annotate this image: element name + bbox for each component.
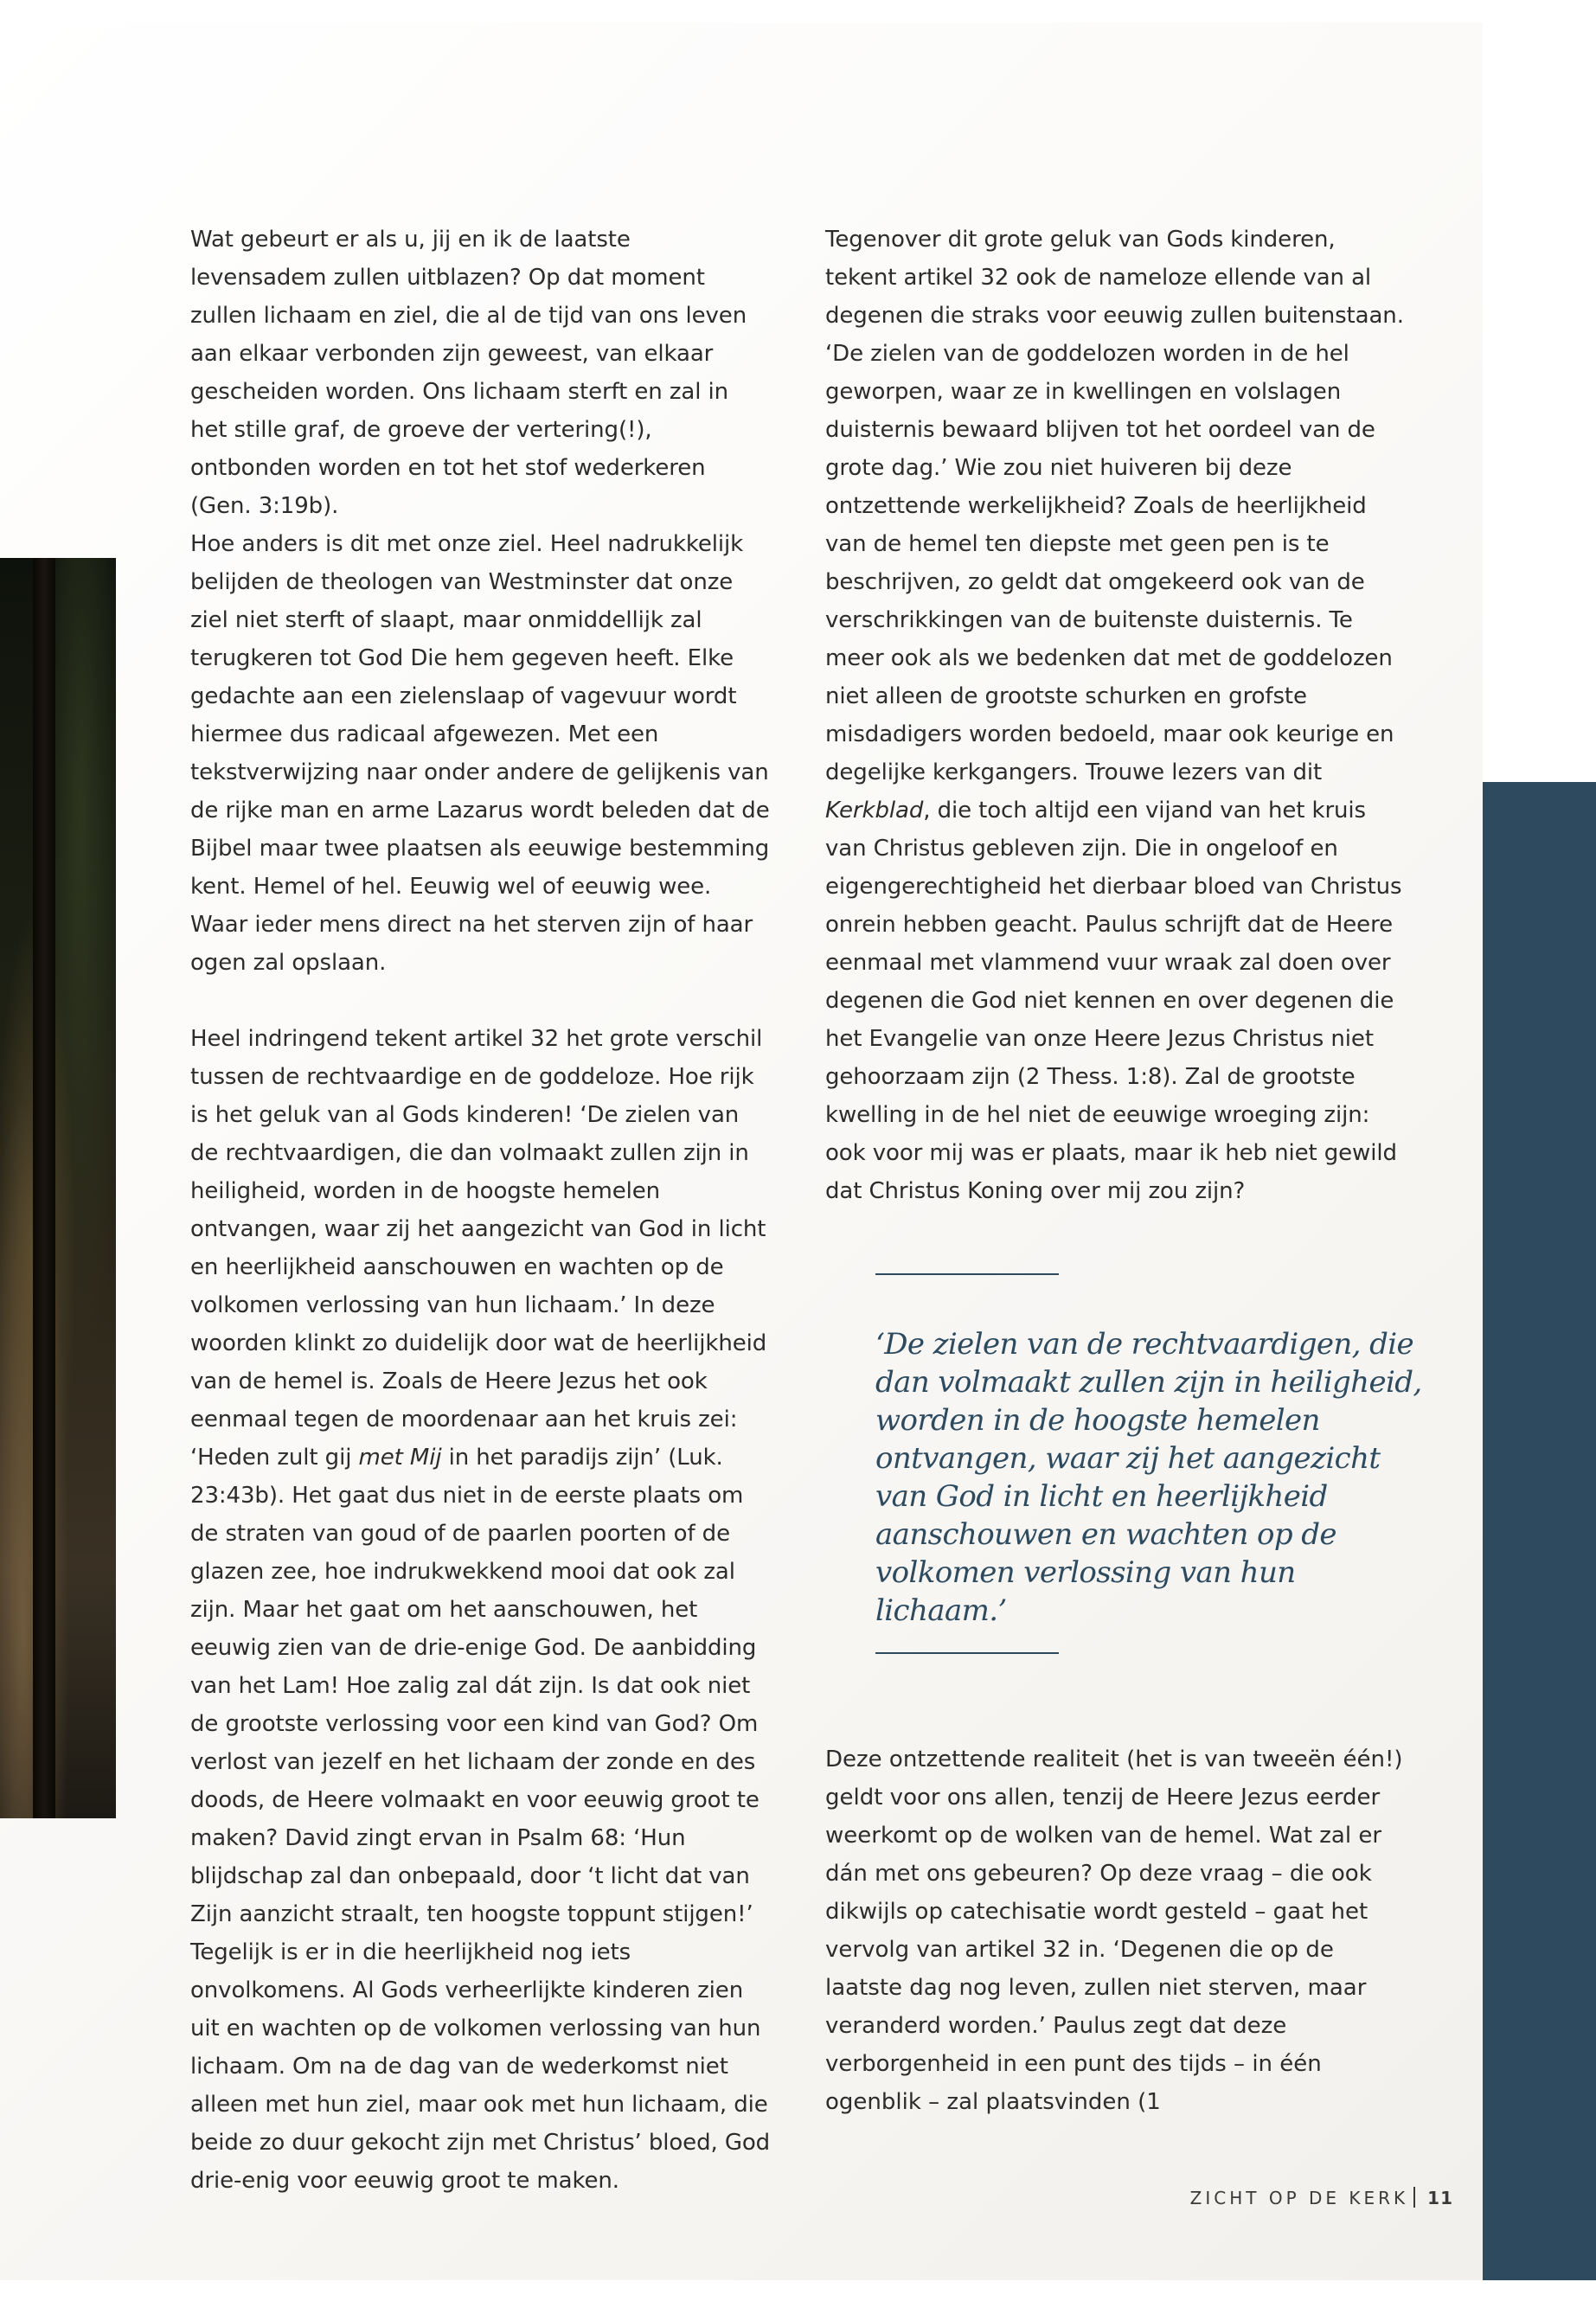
emphasis: Kerkblad — [825, 798, 924, 824]
paragraph: Heel indringend tekent artikel 32 het grote verschil tussen de rechtvaardige en de goddeloze. Hoe rijk is het geluk van al Gods kinderen! ‘De zielen van de rechtvaardigen, die dan volmaakt zullen zijn in heiligheid, worden in de hoogste hemelen ontvangen, waar zij het aangezicht van God in licht en heerlijkheid aanschouwen en wachten op de volkomen verlossing van hun lichaam.’ In deze woorden klinkt zo duidelijk door wat de heerlijkheid van de hemel is. Zoals de Heere Jezus het ook eenmaal tegen de moordenaar aan het kruis zei: ‘Heden zult gij met Mij in het paradijs zijn’ (Luk. 23:43b). Het gaat dus niet in de eerste plaats om de straten van goud of de paarlen poorten of de glazen zee, hoe indrukwekkend mooi dat ook zal zijn. Maar het gaat om het aanschouwen, het eeuwig zien van de drie-enige God. De aanbidding van het Lam! Hoe zalig zal dát zijn. Is dat ook niet de grootste verlossing voor een kind van God? Om verlost van jezelf en het lichaam der zonde en des doods, de Heere volmaakt en voor eeuwig groot te maken? David zingt ervan in Psalm 68: ‘Hun blijdschap zal dan onbepaald, door ‘t licht dat van Zijn aanzicht straalt, ten hoogste toppunt stijgen!’ Tegelijk is er in die heerlijkheid nog iets onvolkomens. Al Gods verheerlijkte kinderen zien uit en wachten op de volkomen verlossing van hun lichaam. Om na de dag van de wederkomst niet alleen met hun ziel, maar ook met hun lichaam, die beide zo duur gekocht zijn met Christus’ bloed, God drie-enig voor eeuwig groot te maken. — [190, 1026, 771, 2194]
quote-bottom-rule — [875, 1652, 1059, 1654]
paragraph: Wat gebeurt er als u, jij en ik de laatste levensadem zullen uitblazen? Op dat moment zullen lichaam en ziel, die al de tijd van ons leven aan elkaar verbonden zijn geweest, van elkaar gescheiden worden. Ons lichaam sterft en zal in het stille graf, de groeve der vertering(!), ontbonden worden en tot het stof wederkeren (Gen. 3:19b). — [190, 227, 747, 519]
paragraph: Tegenover dit grote geluk van Gods kinderen, tekent artikel 32 ook de nameloze ellende van al degenen die straks voor eeuwig zullen buitenstaan. ‘De zielen van de goddelozen worden in de hel geworpen, waar ze in kwellingen en volslagen duisternis bewaard blijven tot het oordeel van de grote dag.’ Wie zou niet huiveren bij deze ontzettende werkelijkheid? Zoals de heerlijkheid van de hemel ten diepste met geen pen is te beschrijven, zo geldt dat omgekeerd ook van de verschrikkingen van de buitenste duisternis. Te meer ook als we bedenken dat met de goddelozen niet alleen de grootste schurken en grofste misdadigers worden bedoeld, maar ook keurige en degelijke kerkgangers. Trouwe lezers van dit Kerkblad, die toch altijd een vijand van het kruis van Christus gebleven zijn. Die in ongeloof en eigengerechtigheid het dierbaar bloed van Christus onrein hebben geacht. Paulus schrijft dat de Heere eenmaal met vlammend vuur wraak zal doen over degenen die God niet kennen en over degenen die het Evangelie van onze Heere Jezus Christus niet gehoorzaam zijn (2 Thess. 1:8). Zal de grootste kwelling in de hel niet de eeuwige wroeging zijn: ook voor mij was er plaats, maar ik heb niet gewild dat Christus Koning over mij zou zijn? — [825, 227, 1404, 1204]
pull-quote-text: ‘De zielen van de rechtvaardigen, die dan volmaakt zullen zijn in heiligheid, worden in de hoogste hemelen ontvangen, waar zij het aangezicht van God in licht en heerlijkheid aanschouwen en wachten op de volkomen verlossing van hun lichaam.’ — [875, 1327, 1422, 1628]
tree-trunk — [33, 558, 55, 1818]
emphasis: met Mij — [358, 1445, 442, 1471]
right-text-column-continued — [825, 1740, 1407, 2121]
right-text-column — [825, 221, 1407, 1210]
accent-side-bar — [1483, 782, 1596, 2280]
footer-divider — [1413, 2187, 1415, 2208]
paragraph: Hoe anders is dit met onze ziel. Heel nadrukkelijk belijden de theologen van Westminster dat onze ziel niet sterft of slaapt, maar onmiddellijk zal terugkeren tot God Die hem gegeven heeft. Elke gedachte aan een zielenslaap of vagevuur wordt hiermee dus radicaal afgewezen. Met een tekstverwijzing naar onder andere de gelijkenis van de rijke man en arme Lazarus wordt beleden dat de Bijbel maar twee plaatsen als eeuwige bestemming kent. Hemel of hel. Eeuwig wel of eeuwig wee. Waar ieder mens direct na het sterven zijn of haar ogen zal opslaan. — [190, 531, 770, 976]
pull-quote — [875, 1273, 1429, 1630]
page-footer — [1125, 2187, 1453, 2208]
paragraph: Deze ontzettende realiteit (het is van tweeën één!) geldt voor ons allen, tenzij de Heere Jezus eerder weerkomt op de wolken van de hemel. Wat zal er dán met ons gebeuren? Op deze vraag – die ook dikwijls op catechisatie wordt gesteld – gaat het vervolg van artikel 32 in. ‘Degenen die op de laatste dag nog leven, zullen niet sterven, maar veranderd worden.’ Paulus zegt dat deze verborgenheid in een punt des tijds – in één ogenblik – zal plaatsvinden (1 — [825, 1747, 1403, 2115]
forest-photo — [0, 558, 116, 1818]
page-number: 11 — [1427, 2188, 1453, 2208]
left-text-column — [190, 221, 772, 2200]
quote-top-rule — [875, 1273, 1059, 1275]
publication-name: ZICHT OP DE KERK — [1189, 2188, 1409, 2208]
